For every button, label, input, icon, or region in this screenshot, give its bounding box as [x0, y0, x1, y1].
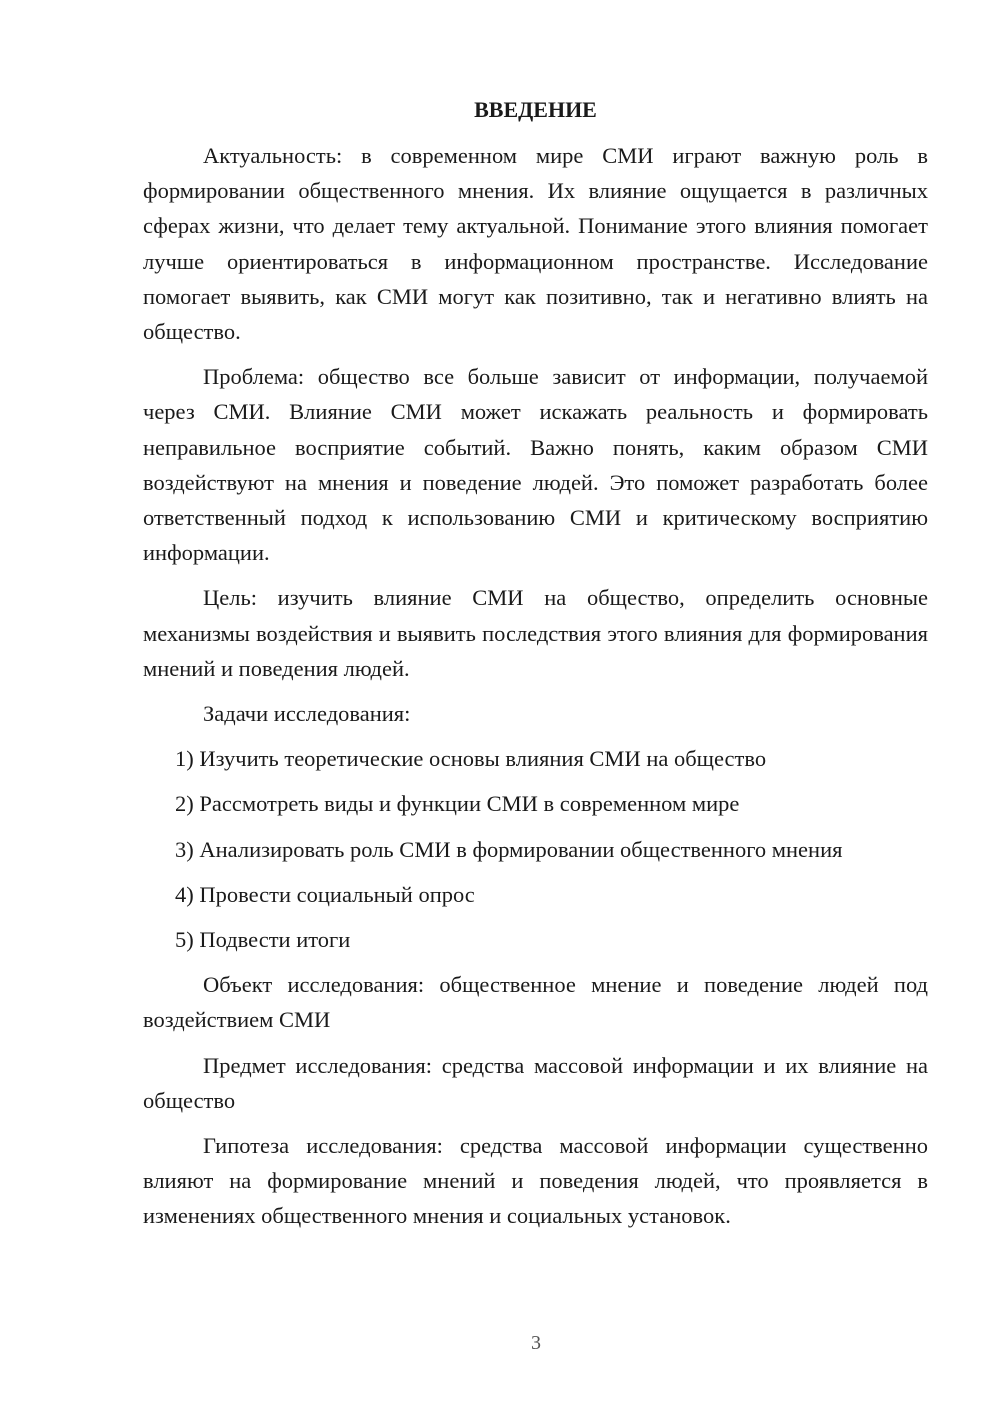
page-number: 3: [531, 1332, 541, 1354]
goal-paragraph: Цель: изучить влияние СМИ на общество, определить основные механизмы воздействия и выявить последствия этого влияния для формирования мнений и поведения людей.: [143, 585, 928, 681]
task-item-4: 4) Провести социальный опрос: [175, 881, 475, 907]
task-item-3: 3) Анализировать роль СМИ в формировании общественного мнения: [175, 836, 843, 862]
subject-paragraph: Предмет исследования: средства массовой информации и их влияние на общество: [143, 1052, 928, 1113]
document-page: [143, 90, 928, 1244]
task-list: [143, 741, 928, 957]
task-item-5: 5) Подвести итоги: [175, 927, 351, 953]
tasks-heading: Задачи исследования:: [203, 701, 411, 727]
relevance-paragraph: Актуальность: в современном мире СМИ играют важную роль в формировании общественного мнения. Их влияние ощущается в различных сферах жизни, что делает тему актуальной. Понимание этого влияния помогает лучше ориентироваться в информационном пространстве. Исследование помогает выявить, как СМИ могут как позитивно, так и негативно влиять на общество.: [143, 143, 928, 345]
hypothesis-paragraph: Гипотеза исследования: средства массовой информации существенно влияют на формирование мнений и поведения людей, что проявляется в изменениях общественного мнения и социальных установок.: [143, 1133, 928, 1229]
page-title: ВВЕДЕНИЕ: [474, 97, 597, 122]
problem-paragraph: Проблема: общество все больше зависит от информации, получаемой через СМИ. Влияние СМИ может искажать реальность и формировать неправильное восприятие событий. Важно понять, каким образом СМИ воздействуют на мнения и поведение людей. Это поможет разработать более ответственный подход к использованию СМИ и критическому восприятию информации.: [143, 364, 928, 566]
task-item-2: 2) Рассмотреть виды и функции СМИ в современном мире: [175, 791, 740, 817]
object-paragraph: Объект исследования: общественное мнение и поведение людей под воздействием СМИ: [143, 972, 928, 1033]
task-item-1: 1) Изучить теоретические основы влияния СМИ на общество: [175, 746, 767, 772]
